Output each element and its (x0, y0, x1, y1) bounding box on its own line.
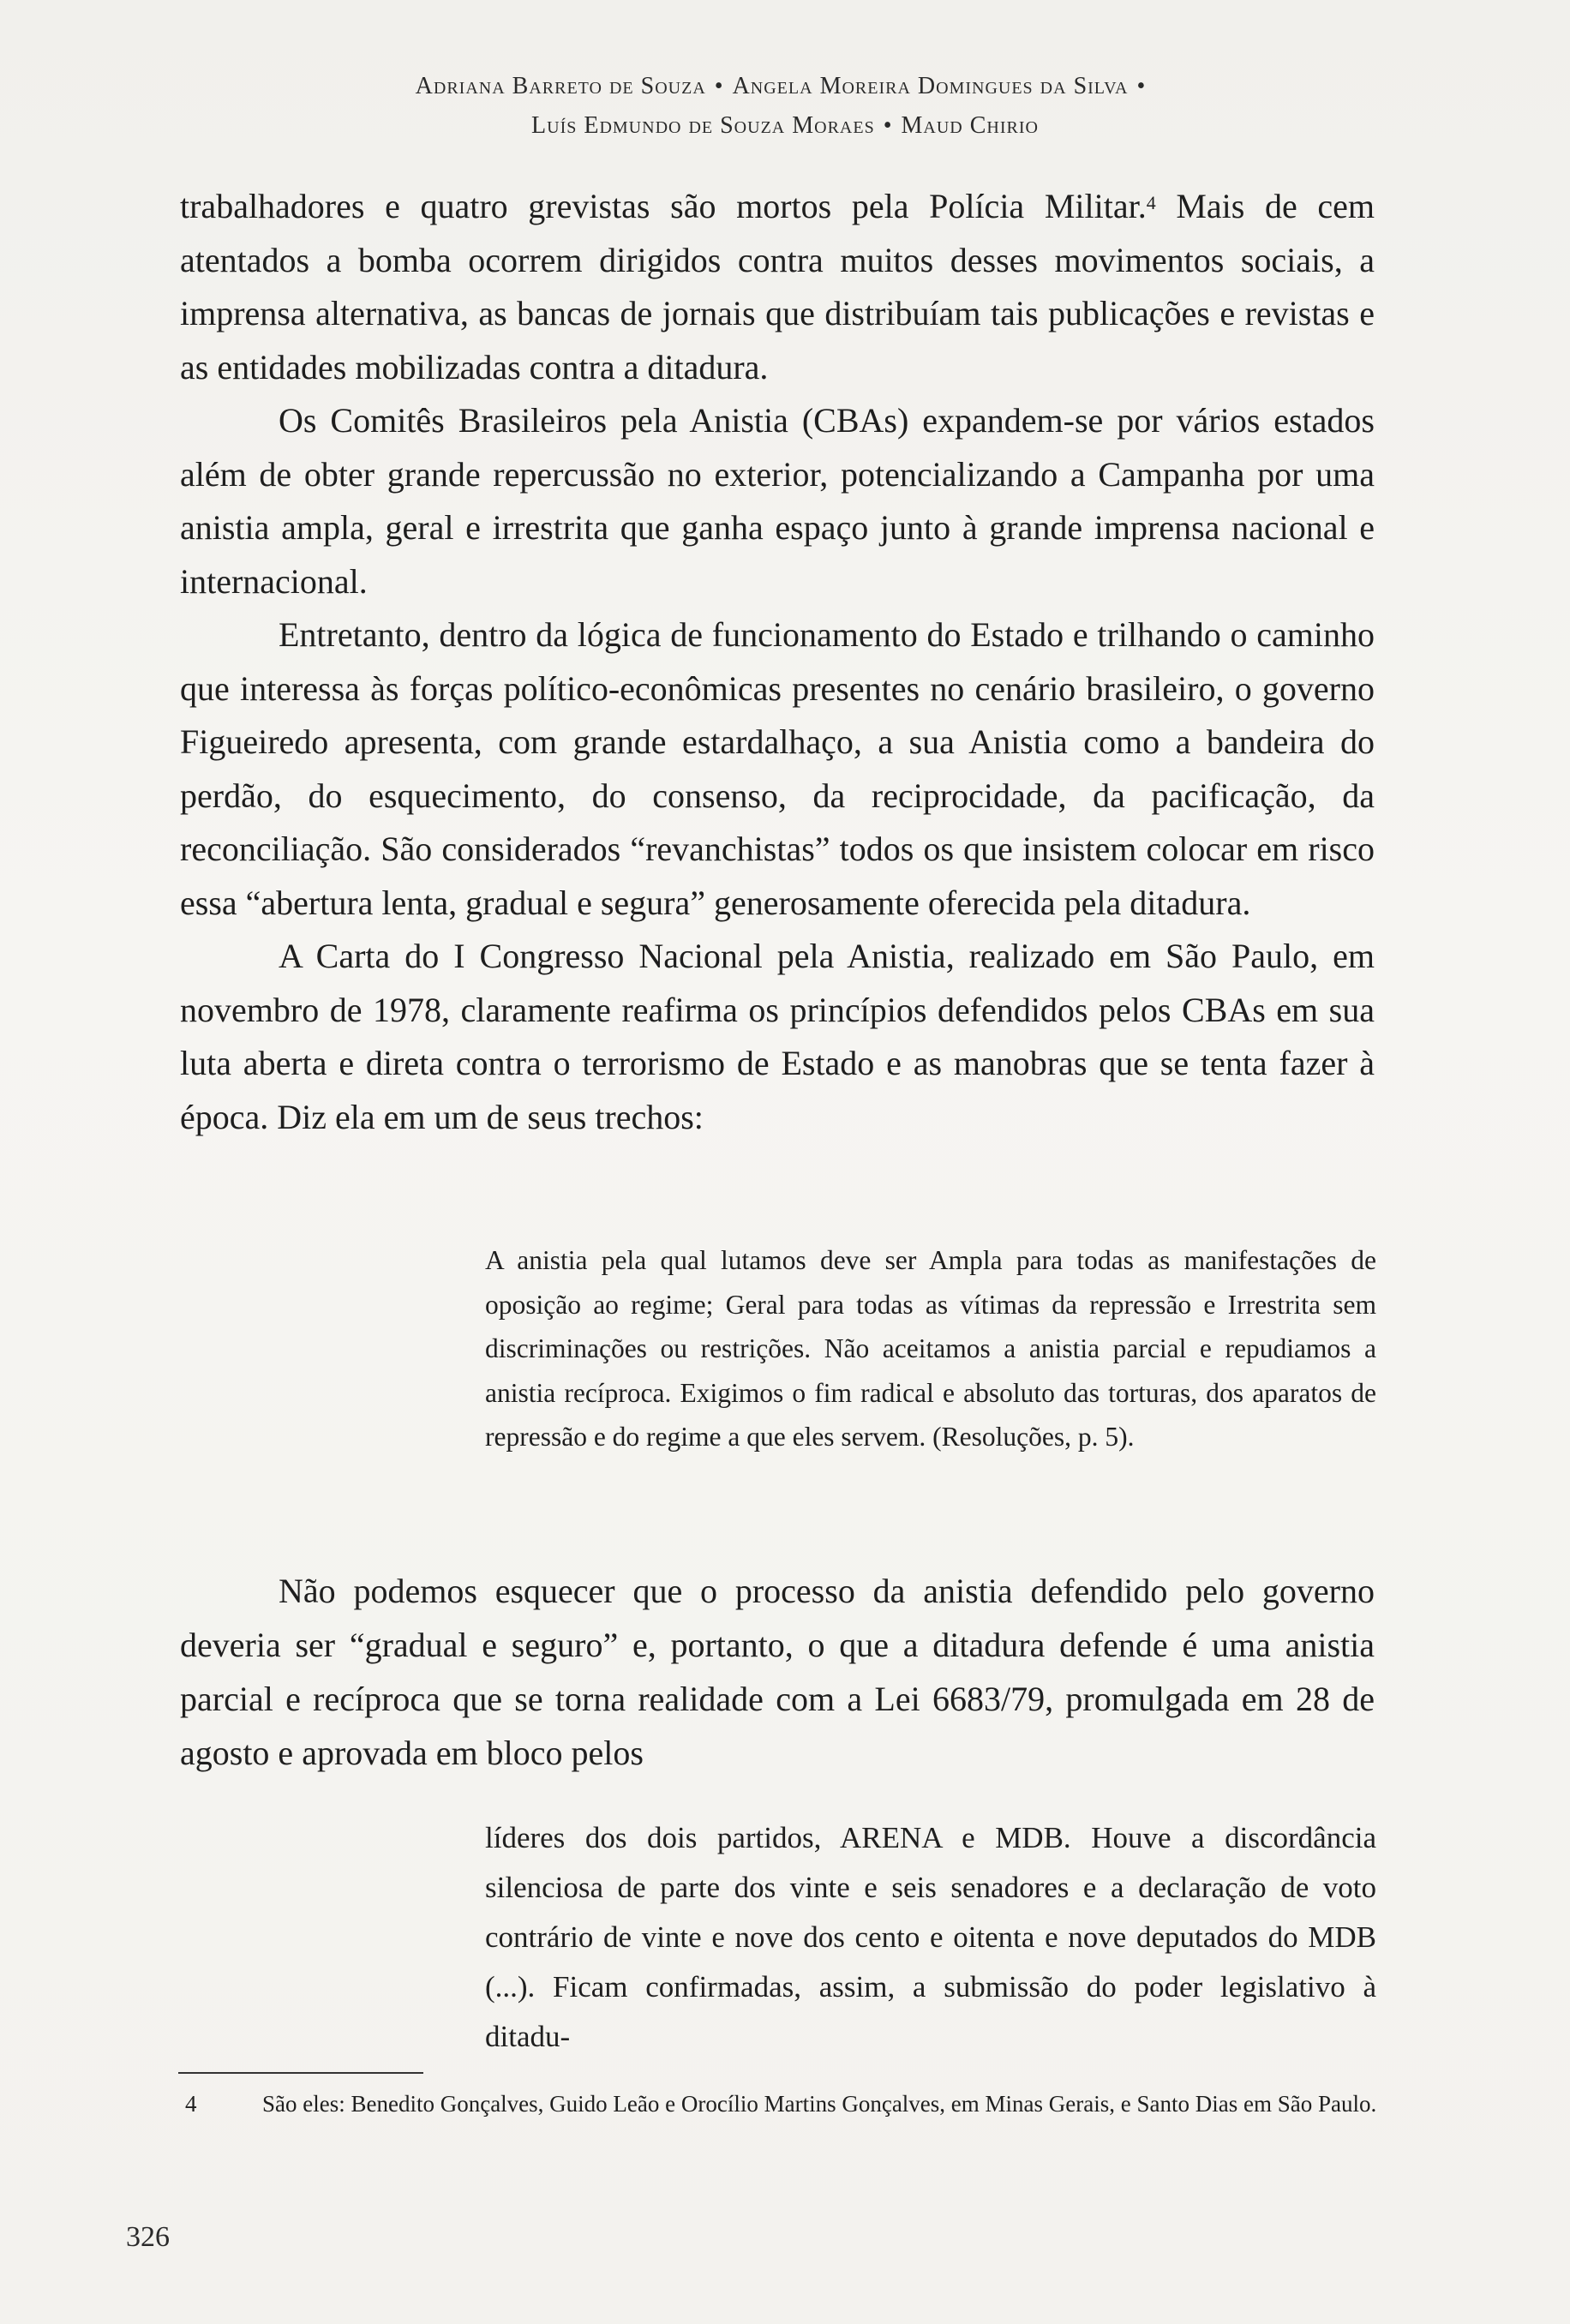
paragraph-3: Entretanto, dentro da lógica de funcionamento do Estado e trilhando o caminho que interessa às forças político-econômicas presentes no cenário brasileiro, o governo Figueiredo apresenta, com grande estardalhaço, a sua Anistia como a bandeira do perdão, do esquecimento, do consenso, da reciprocidade, da pacificação, da reconciliação. São considerados “revanchistas” todos os que insistem colocar em risco essa “abertura lenta, gradual e segura” generosamente oferecida pela ditadura. (180, 615, 1375, 922)
bullet-separator: • (714, 73, 724, 99)
paragraph-text: Mais de cem atentados a bomba ocorrem dirigidos contra muitos desses movimentos sociais, a imprensa alternativa, as bancas de jornais que distribuíam tais publicações e revistas e as entidades mobilizadas contra a ditadura. (180, 187, 1375, 386)
footnote (178, 2084, 1378, 2124)
paragraph-5: Não podemos esquecer que o processo da anistia defendido pelo governo deveria ser “gradual e seguro” e, portanto, o que a ditadura defende é uma anistia parcial e recíproca que se torna realidade com a Lei 6683/79, promulgada em 28 de agosto e aprovada em bloco pelos (180, 1572, 1375, 1772)
paragraph-1 (180, 180, 1375, 394)
paragraph-4: A Carta do I Congresso Nacional pela Anistia, realizado em São Paulo, em novembro de 1978, claramente reafirma os princípios defendidos pelos CBAs em sua luta aberta e direta contra o terrorismo de Estado e as manobras que se tenta fazer à época. Diz ela em um de seus trechos: (180, 937, 1375, 1136)
block-quote-1 (485, 1238, 1376, 1459)
main-text-continued (180, 1564, 1375, 1780)
paragraph-text: trabalhadores e quatro grevistas são mortos pela Polícia Militar. (180, 187, 1147, 225)
author-name: Adriana Barreto de Souza (415, 73, 706, 99)
paragraph-2: Os Comitês Brasileiros pela Anistia (CBAs) expandem-se por vários estados além de obter grande repercussão no exterior, potencializando a Campanha por uma anistia ampla, geral e irrestrita que ganha espaço junto à grande imprensa nacional e internacional. (180, 401, 1375, 601)
footnote-text: São eles: Benedito Gonçalves, Guido Leão e Orocílio Martins Gonçalves, em Minas Gerais, e Santo Dias em São Paulo. (262, 2091, 1377, 2117)
footnote-reference: 4 (1146, 192, 1156, 213)
author-name: Maud Chirio (901, 112, 1039, 139)
running-head-line-2 (171, 106, 1399, 146)
footnote-number: 4 (185, 2091, 197, 2117)
running-head-line-1 (171, 67, 1399, 106)
block-quote-text: líderes dos dois partidos, ARENA e MDB. Houve a discordância silenciosa de parte dos vinte e seis senadores e a declaração de voto contrário de vinte e nove dos cento e oitenta e nove deputados do MDB (...). Ficam confirmadas, assim, a submissão do poder legislativo à ditadu- (485, 1821, 1376, 2053)
page-number: 326 (126, 2221, 170, 2253)
block-quote-text: A anistia pela qual lutamos deve ser Ampla para todas as manifestações de oposição ao regime; Geral para todas as vítimas da repressão e Irrestrita sem discriminações ou restrições. Não aceitamos a anistia parcial e repudiamos a anistia recíproca. Exigimos o fim radical e absoluto das torturas, dos aparatos de repressão e do regime a que eles servem. (Resoluções, p. 5). (485, 1245, 1376, 1452)
author-name: Luís Edmundo de Souza Moraes (531, 112, 875, 139)
bullet-separator: • (1136, 73, 1147, 99)
running-head (171, 67, 1399, 146)
bullet-separator: • (883, 112, 893, 139)
main-text (180, 180, 1375, 1144)
author-name: Angela Moreira Domingues da Silva (732, 73, 1129, 99)
block-quote-2 (485, 1813, 1376, 2062)
footnote-divider (178, 2072, 423, 2074)
